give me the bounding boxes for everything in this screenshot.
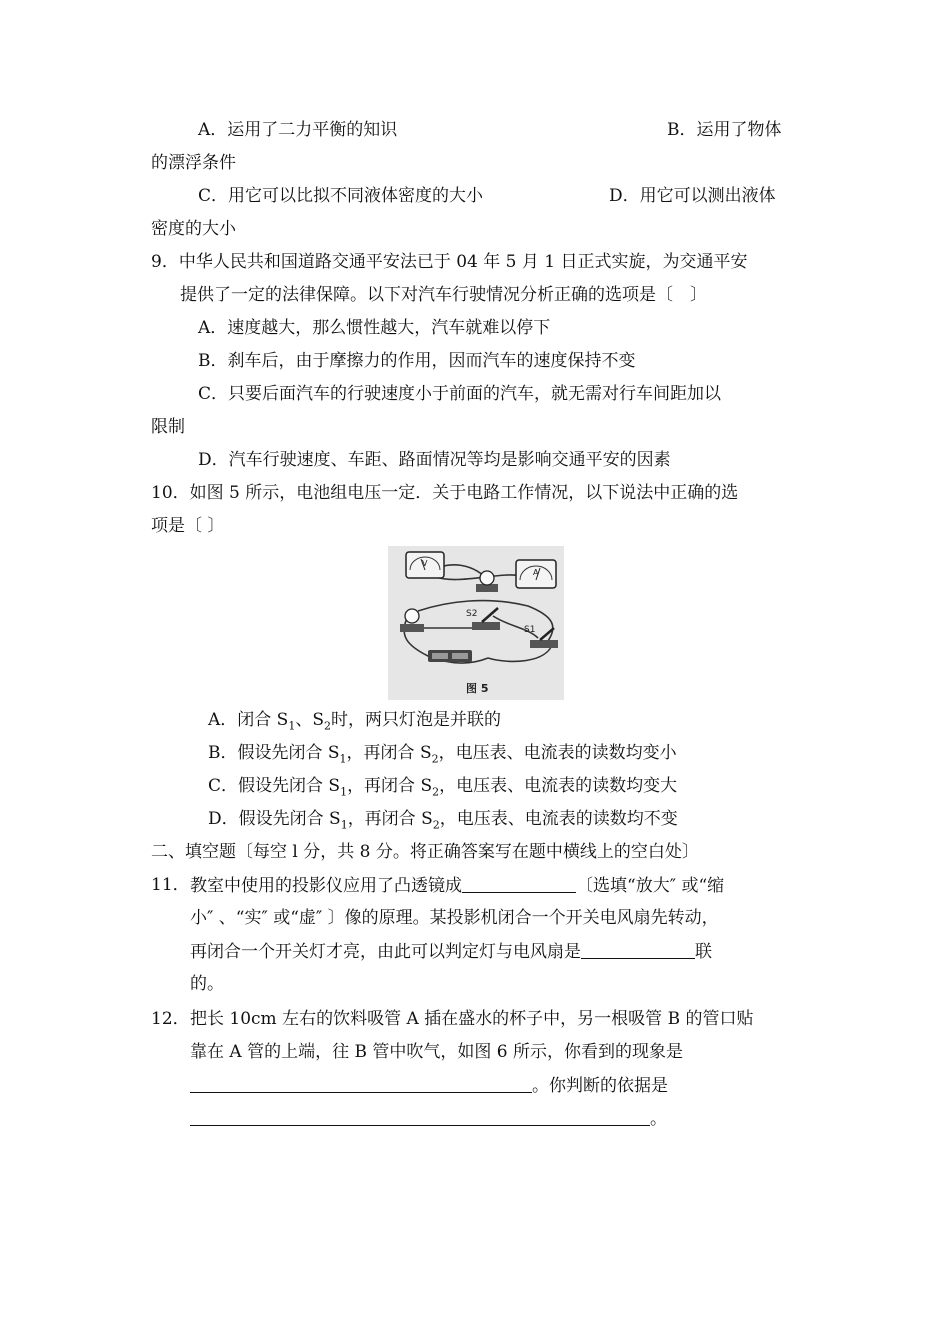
q8-option-d: D．用它可以测出液体 (609, 186, 776, 206)
q10-option-a: A．闭合 $S_1$、$S_2$时，两只灯泡是并联的 (208, 710, 501, 733)
q11-number: 11． (151, 875, 190, 895)
section-2-heading: 二、填空题〔每空 l 分，共 8 分。将正确答案写在题中横线上的空白处〕 (151, 842, 699, 862)
q8-option-a: A．运用了二力平衡的知识 (198, 120, 398, 140)
q10-stem-line1: 10．如图 5 所示，电池组电压一定．关于电路工作情况，以下说法中正确的选 (151, 483, 739, 503)
q10-option-c: C．假设先闭合 $S_1$，再闭合 $S_2$，电压表、电流表的读数均变大 (208, 776, 678, 799)
q9-stem-line2: 提供了一定的法律保障。以下对汽车行驶情况分析正确的选项是〔 〕 (180, 285, 707, 305)
q12-line1: 把长 10cm 左右的饮料吸管 A 插在盛水的杯子中，另一根吸管 B 的管口贴 (190, 1009, 754, 1029)
q9-option-c: C．只要后面汽车的行驶速度小于前面的汽车，就无需对行车间距加以 (198, 384, 722, 404)
q12-line2: 靠在 A 管的上端，往 B 管中吹气，如图 6 所示，你看到的现象是 (190, 1042, 684, 1062)
voltmeter-label: V (422, 559, 428, 568)
q9-option-b: B．刹车后，由于摩擦力的作用，因而汽车的速度保持不变 (198, 351, 636, 371)
q8-option-b-cont: 的漂浮条件 (151, 153, 236, 173)
q12-line3: 。你判断的依据是 (190, 1074, 668, 1097)
q8-option-c: C．用它可以比拟不同液体密度的大小 (198, 186, 484, 206)
circuit-diagram (388, 546, 564, 700)
q9-stem-line1: 9．中华人民共和国道路交通平安法已于 04 年 5 月 1 日正式实旋，为交通平安 (151, 252, 748, 272)
ammeter-icon (516, 560, 556, 588)
q8-option-b: B．运用了物体 (667, 120, 782, 140)
q9-option-a: A．速度越大，那么惯性越大，汽车就难以停下 (198, 318, 551, 338)
figure-5-circuit (388, 546, 564, 700)
q10-option-d: D．假设先闭合 $S_1$，再闭合 $S_2$，电压表、电流表的读数均不变 (208, 809, 678, 832)
voltmeter-icon (406, 552, 444, 578)
q11-answer-blank-2[interactable] (581, 940, 695, 959)
q9-option-d: D．汽车行驶速度、车距、路面情况等均是影响交通平安的因素 (198, 450, 671, 470)
q11-answer-blank-1[interactable] (462, 874, 576, 893)
q11-line2: 小″ 、“实″ 或“虚″ 〕像的原理。某投影机闭合一个开关电风扇先转动， (190, 908, 719, 928)
q11-line4: 的。 (190, 974, 224, 994)
switch-s1-label: S1 (524, 625, 536, 635)
q9-option-c-cont: 限制 (151, 417, 185, 437)
ammeter-label: A (533, 568, 539, 577)
q8-option-d-cont: 密度的大小 (151, 219, 236, 239)
q12-line4: 。 (190, 1107, 667, 1130)
q10-stem-line2: 项是〔 〕 (151, 516, 225, 536)
q11-line3: 再闭合一个开关灯才亮，由此可以判定灯与电风扇是 联 (190, 942, 712, 962)
q12-answer-blank-2[interactable] (190, 1107, 650, 1126)
figure-5-caption: 图 5 (466, 682, 489, 695)
q12-number: 12． (151, 1009, 190, 1029)
switch-s2-label: S2 (466, 609, 478, 619)
q11-line1: 教室中使用的投影仪应用了凸透镜成 〔选填“放大″ 或“缩 (190, 876, 725, 896)
q10-option-b: B．假设先闭合 $S_1$，再闭合 $S_2$，电压表、电流表的读数均变小 (208, 743, 677, 766)
q12-answer-blank-1[interactable] (190, 1074, 532, 1093)
battery-icon (428, 650, 472, 662)
